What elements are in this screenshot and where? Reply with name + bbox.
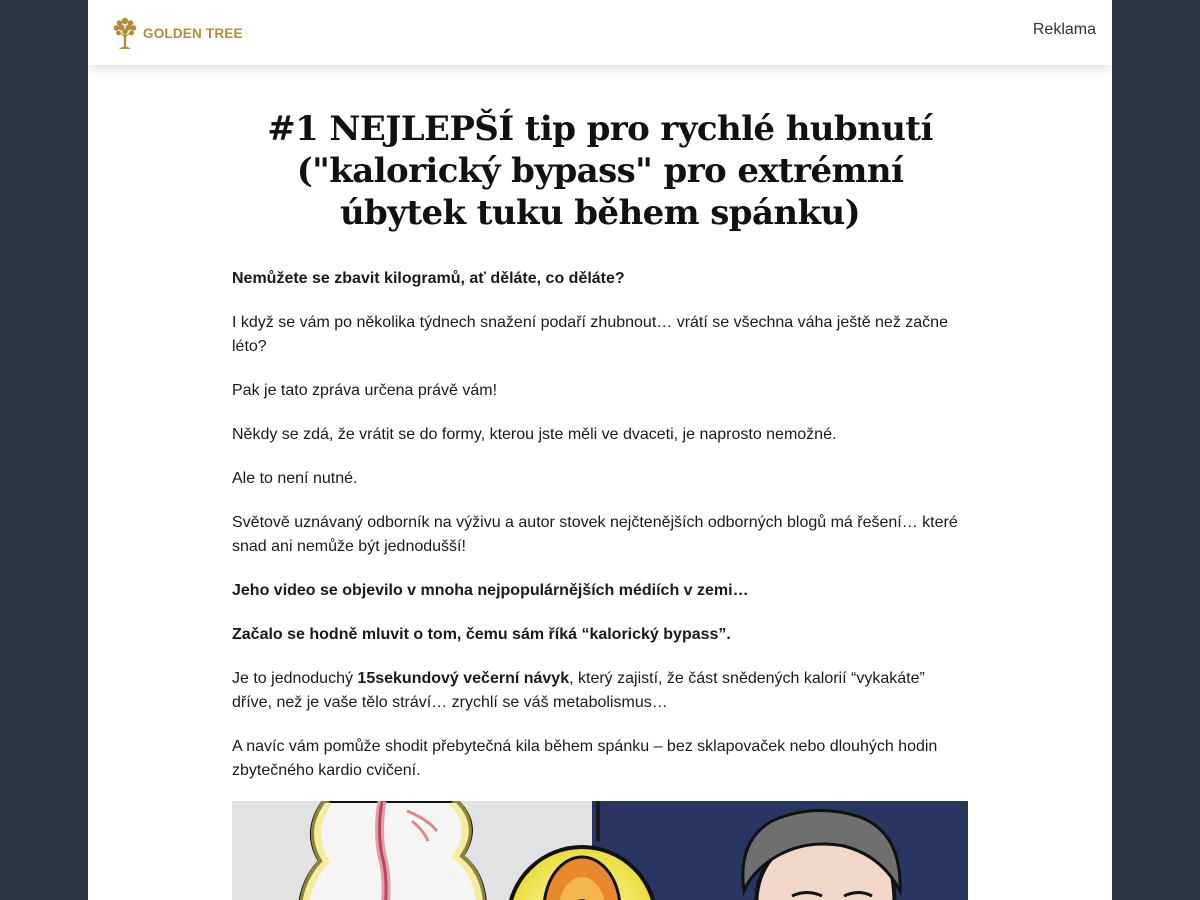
brand-logo-link[interactable] bbox=[112, 16, 243, 50]
top-bar bbox=[88, 0, 1112, 65]
paragraph-3: Pak je tato zpráva určena právě vám! bbox=[232, 382, 498, 399]
paragraph-7: Jeho video se objevilo v mnoha nejpopulárnějších médiích v zemi… bbox=[232, 582, 749, 599]
article-body bbox=[232, 108, 968, 803]
page bbox=[88, 0, 1112, 900]
paragraph-2: I když se vám po několika týdnech snažení podaří zhubnout… vrátí se všechna váha ještě než začne léto? bbox=[232, 314, 948, 355]
paragraph-6: Světově uznávaný odborník na výživu a autor stovek nejčtenějších odborných blogů má řešení… které snad ani nemůže být jednodušší! bbox=[232, 514, 958, 555]
paragraph-5: Ale to není nutné. bbox=[232, 470, 358, 487]
hero-cartoon-image[interactable] bbox=[232, 801, 968, 900]
ad-label-link[interactable]: Reklama bbox=[1032, 21, 1096, 38]
paragraph-10: A navíc vám pomůže shodit přebytečná kila během spánku – bez sklapovaček nebo dlouhých hodin zbytečného kardio cvičení. bbox=[232, 738, 938, 779]
paragraph-9-end: , který zajistí, že část snědených kalorií “vykakáte” dříve, než je vaše tělo stráví… zrychlí se váš metabolismus… bbox=[232, 670, 925, 711]
tree-icon bbox=[112, 16, 138, 50]
paragraph-9-start: Je to jednoduchý bbox=[232, 670, 358, 687]
paragraph-8: Začalo se hodně mluvit o tom, čemu sám říká “kalorický bypass”. bbox=[232, 626, 731, 643]
paragraph-4: Někdy se zdá, že vrátit se do formy, kterou jste měli ve dvaceti, je naprosto nemožné. bbox=[232, 426, 837, 443]
article-headline: #1 NEJLEPŠÍ tip pro rychlé hubnutí ("kalorický bypass" pro extrémní úbytek tuku během spánku) bbox=[267, 109, 933, 233]
brand-name: GOLDEN TREE bbox=[143, 25, 243, 41]
paragraph-1: Nemůžete se zbavit kilogramů, ať děláte, co děláte? bbox=[232, 270, 625, 287]
paragraph-9-highlight: 15sekundový večerní návyk bbox=[357, 670, 570, 687]
paragraph-9 bbox=[232, 667, 968, 715]
